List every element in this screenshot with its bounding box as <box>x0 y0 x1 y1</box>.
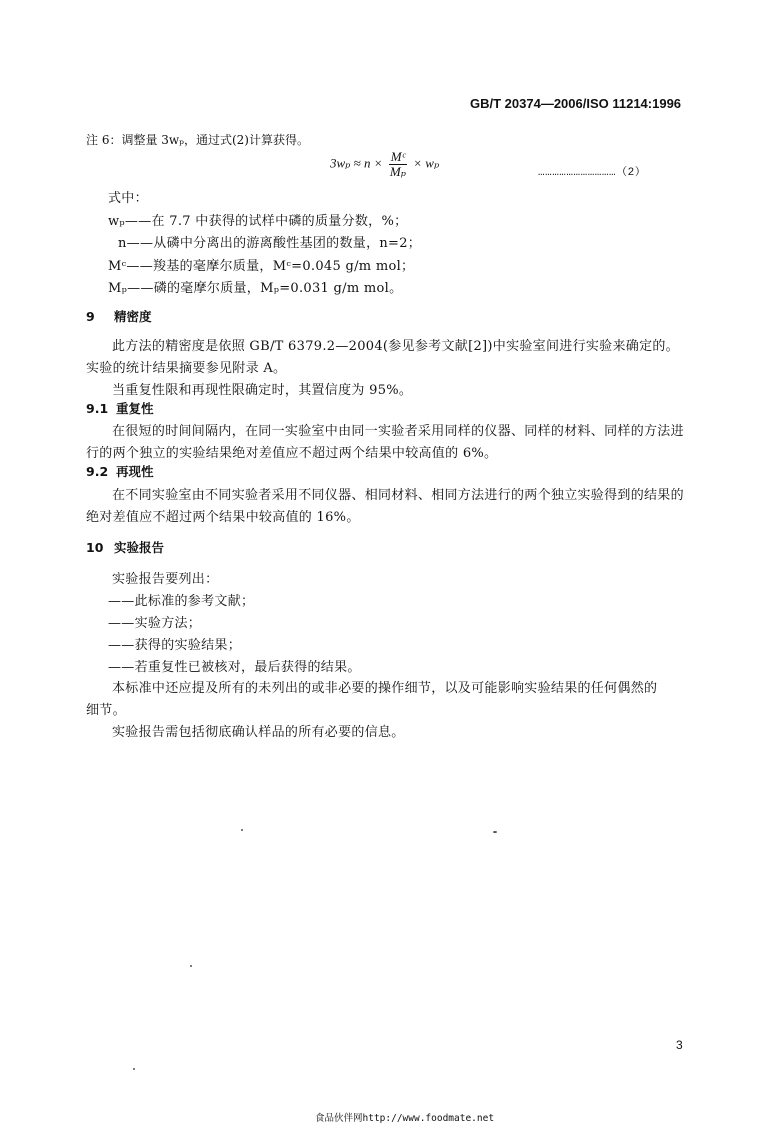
formula-numerator: Mᶜ <box>390 149 406 164</box>
where-item: Mᶜ——羧基的毫摩尔质量，Mᶜ=0.045 g/m mol； <box>108 259 415 274</box>
formula-left: 3wₚ ≈ n × <box>330 155 383 171</box>
subsection-number: 9.2 <box>86 464 109 479</box>
subsection-9-2-heading <box>86 462 154 480</box>
list-item: ——若重复性已被核对，最后获得的结果。 <box>108 660 361 675</box>
paragraph-line: 行的两个独立的实验结果绝对差值应不超过两个结果中较高值的 6%。 <box>86 446 498 461</box>
subsection-9-1-heading <box>86 399 154 417</box>
scan-speck <box>133 1068 135 1070</box>
list-item: ——实验方法； <box>108 616 202 631</box>
section-title: 精密度 <box>114 309 152 324</box>
subsection-title: 重复性 <box>116 401 154 416</box>
section-title: 实验报告 <box>114 540 165 555</box>
paragraph-line: 此方法的精密度是依照 GB/T 6379.2—2004(参见参考文献[2])中实验室间进行实验来确定的。 <box>112 339 679 354</box>
formula-right: × wₚ <box>413 155 440 171</box>
section-10-heading <box>86 538 164 556</box>
where-item: wₚ——在 7.7 中获得的试样中磷的质量分数，%； <box>108 214 408 229</box>
paragraph-line: 实验报告需包括彻底确认样品的所有必要的信息。 <box>112 725 405 740</box>
where-item: n——从磷中分离出的游离酸性基团的数量，n=2； <box>118 236 422 251</box>
paragraph-line: 实验的统计结果摘要参见附录 A。 <box>86 361 287 376</box>
standard-code-header: GB/T 20374—2006/ISO 11214:1996 <box>470 96 682 111</box>
formula-number: ……………………………（2） <box>538 167 647 179</box>
scan-speck <box>493 831 497 833</box>
subsection-title: 再现性 <box>116 464 154 479</box>
paragraph-line: 实验报告要列出： <box>112 572 219 587</box>
paragraph-line: 在不同实验室由不同实验者采用不同仪器、相同材料、相同方法进行的两个独立实验得到的结果的 <box>112 488 684 503</box>
where-item: Mₚ——磷的毫摩尔质量，Mₚ=0.031 g/m mol。 <box>108 281 403 296</box>
section-number: 9 <box>86 309 95 324</box>
formula-denominator: Mₚ <box>389 164 406 179</box>
formula-fraction <box>389 150 407 179</box>
formula-2 <box>330 150 439 179</box>
page-number: 3 <box>676 1038 683 1052</box>
where-label: 式中： <box>108 191 148 206</box>
paragraph-line: 当重复性限和再现性限确定时，其置信度为 95%。 <box>112 383 413 398</box>
list-item: ——获得的实验结果； <box>108 638 241 653</box>
subsection-number: 9.1 <box>86 401 109 416</box>
paragraph-line: 在很短的时间间隔内，在同一实验室中由同一实验者采用同样的仪器、同样的材料、同样的方法进 <box>112 424 684 439</box>
scan-speck <box>190 965 192 967</box>
list-item: ——此标准的参考文献； <box>108 594 255 609</box>
section-9-heading <box>86 307 152 325</box>
paragraph-line: 细节。 <box>86 703 126 718</box>
paragraph-line: 绝对差值应不超过两个结果中较高值的 16%。 <box>86 510 360 525</box>
section-number: 10 <box>86 540 104 555</box>
scan-speck <box>241 829 243 831</box>
paragraph-line: 本标准中还应提及所有的未列出的或非必要的操作细节，以及可能影响实验结果的任何偶然的 <box>112 681 658 696</box>
note-6: 注 6：调整量 3wₚ，通过式(2)计算获得。 <box>86 133 309 147</box>
footer-watermark: 食品伙伴网http://www.foodmate.net <box>315 1113 495 1124</box>
